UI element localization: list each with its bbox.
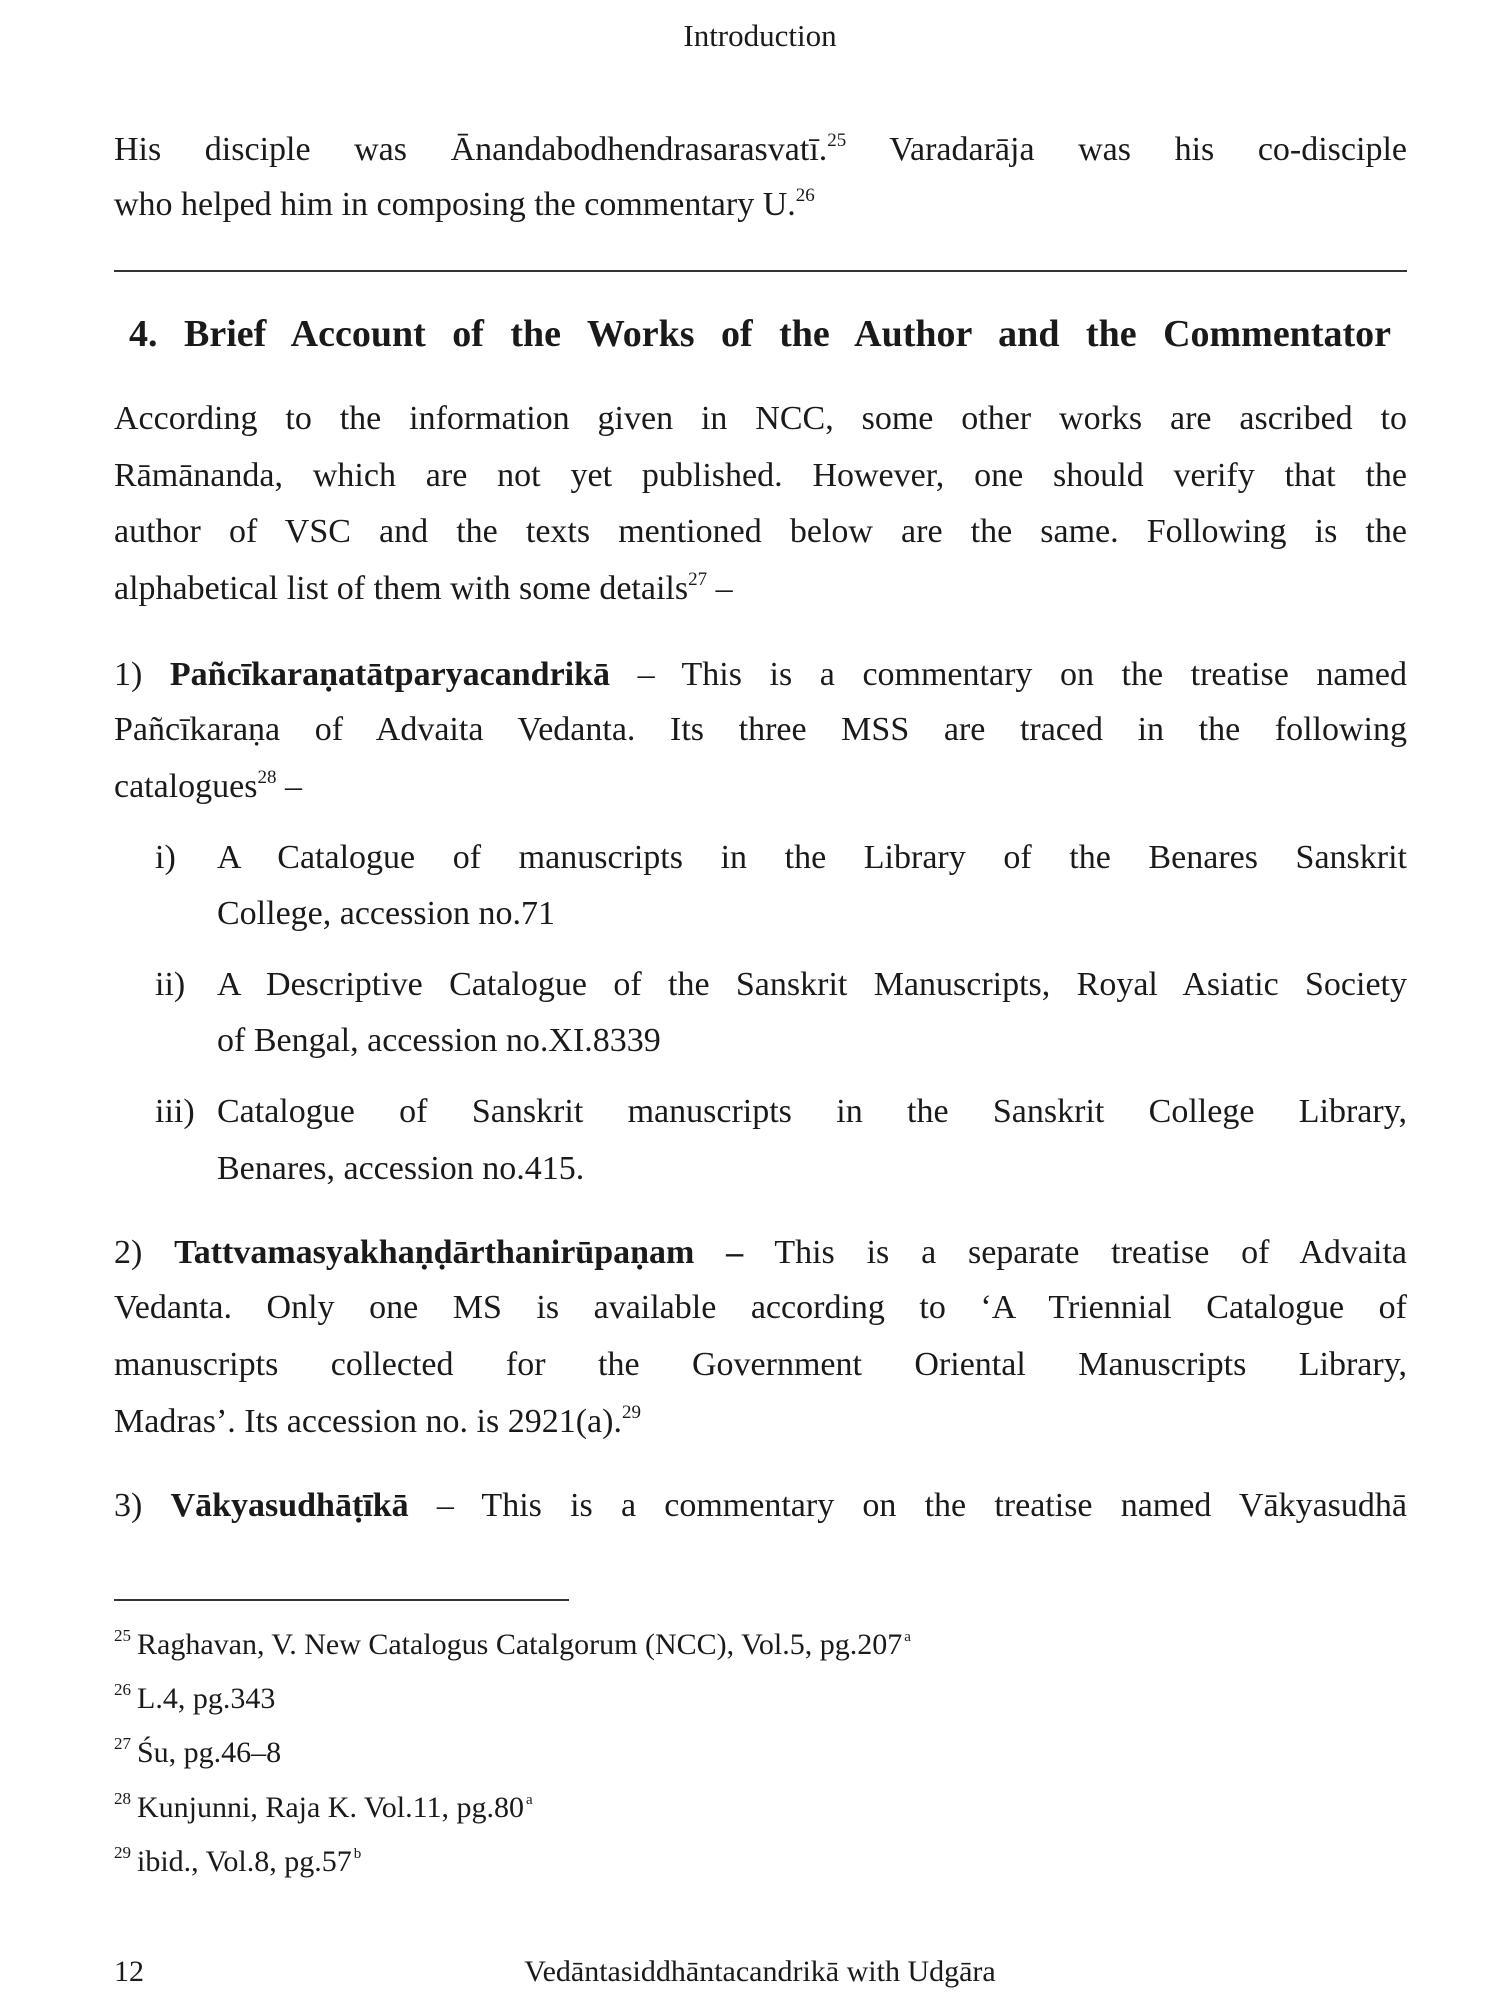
text-segment: 3) — [114, 1487, 171, 1524]
running-head: Introduction — [683, 18, 837, 53]
text-segment: A Descriptive Catalogue of the Sanskrit Manuscripts, Royal Asiatic Society — [217, 966, 1407, 1003]
footnote-suffix: b — [353, 1846, 362, 1862]
text-line — [217, 1083, 1407, 1140]
footnote-suffix: a — [525, 1792, 533, 1808]
text-line — [114, 646, 1407, 703]
text-segment: catalogues — [114, 768, 258, 805]
text-segment: of Bengal, accession no.XI.8339 — [217, 1022, 661, 1059]
text-line — [217, 1012, 1407, 1069]
text-segment: manuscripts collected for the Government Oriental Manuscripts Library, — [114, 1346, 1407, 1383]
text-segment: who helped him in composing the commentary U. — [114, 186, 796, 223]
footnote-number: 28 — [114, 1789, 131, 1808]
text-line — [114, 176, 1407, 233]
list-marker: iii) — [155, 1093, 195, 1130]
text-line — [114, 390, 1407, 447]
text-line — [217, 885, 1407, 942]
footnote-text: ibid., Vol.8, pg.57 — [137, 1845, 352, 1878]
text-segment: Varadarāja was his co-disciple — [846, 131, 1407, 168]
text-segment: – This is a commentary on the treatise named — [610, 656, 1407, 693]
text-segment: Catalogue of Sanskrit manuscripts in the Sanskrit College Library, — [217, 1093, 1407, 1130]
text-line — [114, 758, 1407, 815]
text-line — [114, 560, 1407, 617]
footnote-ref: 28 — [257, 767, 277, 788]
text-line — [114, 121, 1407, 178]
footnote — [114, 1728, 283, 1778]
text-segment: 1) — [114, 656, 170, 693]
text-segment: According to the information given in NCC, some other works are ascribed to — [114, 400, 1407, 437]
text-line — [114, 1477, 1407, 1534]
work-title: Tattvamasyakhaṇḍārthanirūpaṇam – — [174, 1234, 744, 1271]
footnote-number: 27 — [114, 1734, 131, 1753]
footnote-text: Śu, pg.46–8 — [137, 1736, 282, 1769]
footnote-text: L.4, pg.343 — [137, 1682, 276, 1715]
text-segment: Pañcīkaraṇa of Advaita Vedanta. Its three MSS are traced in the following — [114, 711, 1407, 748]
work-title: Pañcīkaraṇatātparyacandrikā — [169, 656, 611, 693]
footnote — [114, 1837, 361, 1887]
text-segment: A Catalogue of manuscripts in the Library of the Benares Sanskrit — [217, 839, 1407, 876]
footnote — [114, 1783, 533, 1833]
text-segment: – This is a commentary on the treatise named Vākyasudhā — [408, 1487, 1407, 1524]
text-line — [114, 503, 1407, 560]
footnote-number: 26 — [114, 1680, 131, 1699]
footnote — [114, 1674, 277, 1724]
footnote-suffix: a — [904, 1629, 911, 1645]
text-line — [217, 829, 1407, 886]
text-line — [114, 1393, 1407, 1450]
footnote — [114, 1620, 911, 1670]
text-segment: This is a separate treatise of Advaita — [743, 1234, 1407, 1271]
section-divider — [114, 270, 1407, 272]
list-marker: ii) — [155, 966, 186, 1003]
footnote-text: Kunjunni, Raja K. Vol.11, pg.80 — [137, 1791, 524, 1824]
text-segment: – — [276, 768, 302, 805]
text-line — [114, 701, 1407, 758]
text-segment: Madras’. Its accession no. is 2921(a). — [114, 1403, 622, 1440]
text-line — [114, 1279, 1407, 1336]
section-heading: 4. Brief Account of the Works of the Author and the Commentator — [129, 313, 1391, 355]
text-segment: alphabetical list of them with some details — [114, 570, 689, 607]
text-segment: Vedanta. Only one MS is available according to ‘A Triennial Catalogue of — [114, 1289, 1407, 1326]
text-line — [217, 956, 1407, 1013]
text-segment: author of VSC and the texts mentioned below are the same. Following is the — [114, 513, 1407, 550]
footnote-ref: 29 — [621, 1402, 641, 1423]
text-segment: 2) — [114, 1234, 175, 1271]
footnote-ref: 27 — [688, 569, 708, 590]
text-line — [217, 1140, 1407, 1197]
footnote-rule — [114, 1599, 569, 1601]
text-segment: Benares, accession no.415. — [217, 1150, 585, 1187]
text-segment: – — [707, 570, 733, 607]
work-title: Vākyasudhāṭīkā — [170, 1487, 409, 1524]
text-line — [114, 1336, 1407, 1393]
text-segment: His disciple was Ānandabodhendrasarasvatī. — [114, 131, 828, 168]
text-segment: Rāmānanda, which are not yet published. However, one should verify that the — [114, 457, 1407, 494]
page-number: 12 — [114, 1955, 144, 1988]
footnote-number: 25 — [114, 1626, 131, 1645]
text-line — [114, 1224, 1407, 1281]
footnote-text: Raghavan, V. New Catalogus Catalgorum (NCC), Vol.5, pg.207 — [137, 1628, 903, 1661]
text-segment: College, accession no.71 — [217, 895, 556, 932]
footnote-number: 29 — [114, 1843, 131, 1862]
footer-title: Vedāntasiddhāntacandrikā with Udgāra — [524, 1955, 996, 1988]
footnote-ref: 26 — [795, 185, 815, 206]
text-line — [114, 447, 1407, 504]
footnote-ref: 25 — [827, 130, 847, 151]
list-marker: i) — [155, 839, 176, 876]
